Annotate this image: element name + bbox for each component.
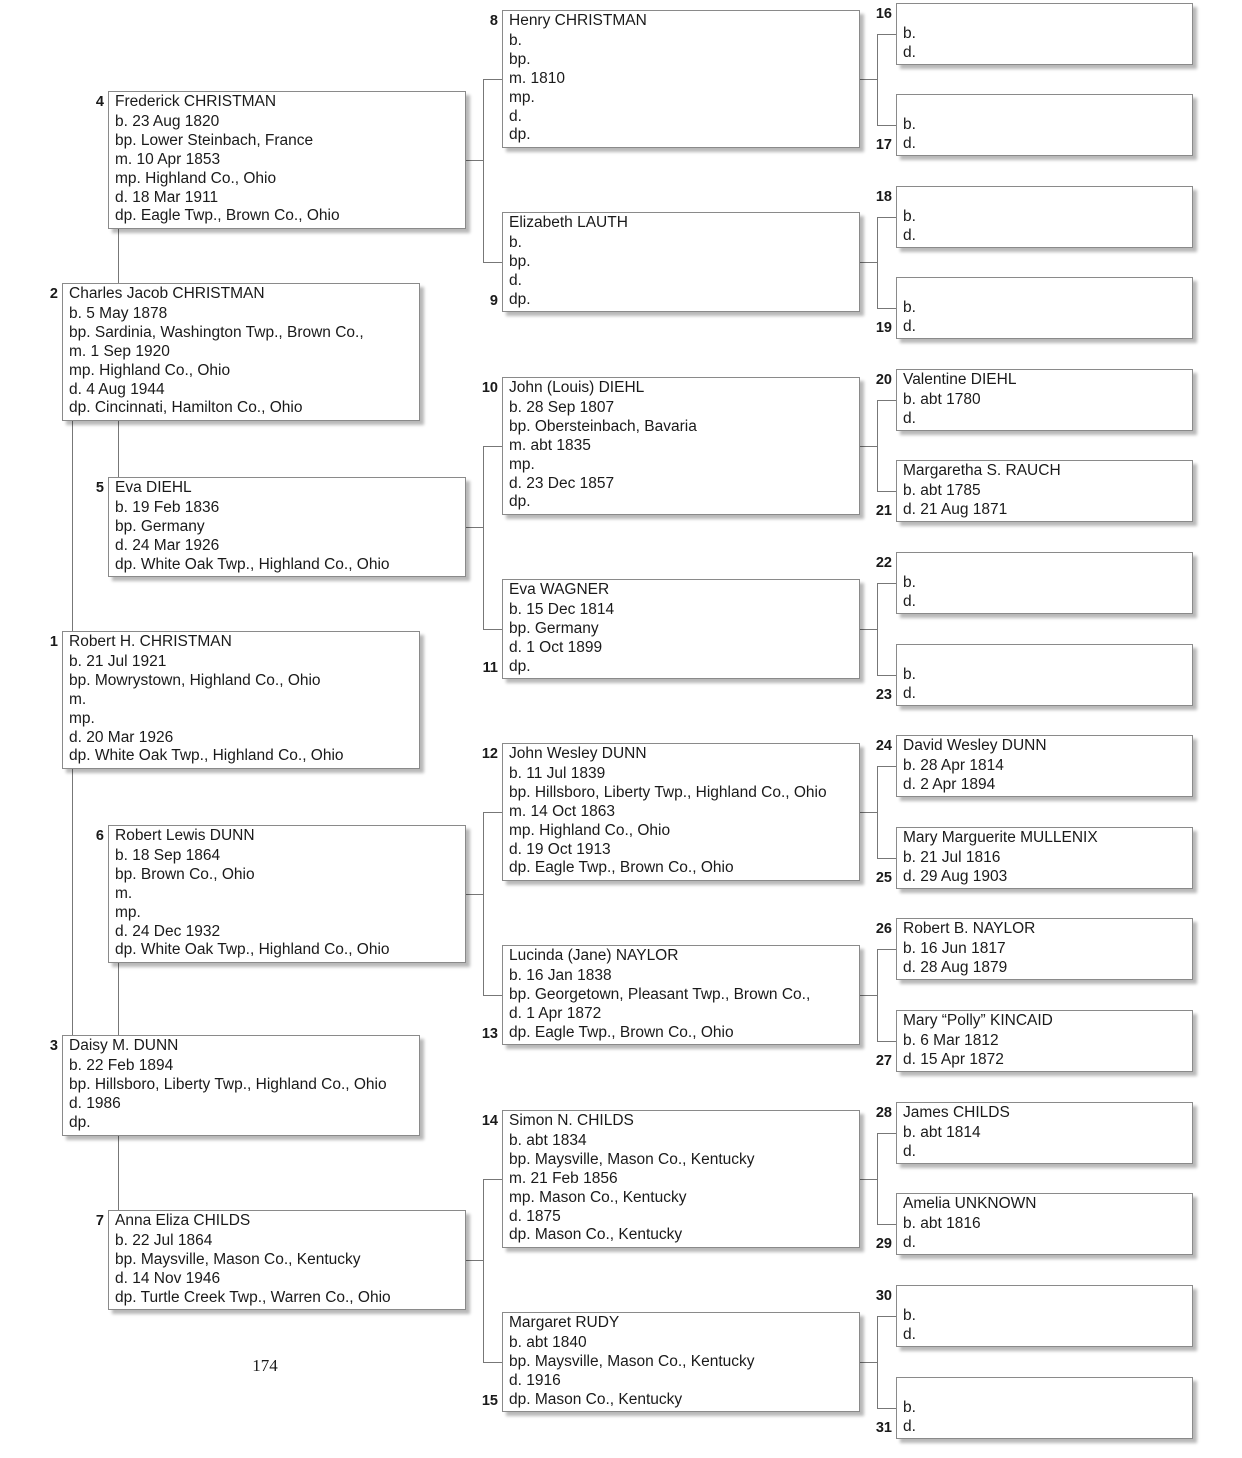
connector-10-21 bbox=[877, 491, 896, 492]
person-detail-line: d. bbox=[903, 226, 916, 244]
person-detail-line: mp. Highland Co., Ohio bbox=[509, 821, 671, 839]
connector-5-stub bbox=[466, 527, 484, 528]
person-detail-line: dp. bbox=[509, 126, 531, 144]
connector-9-spine bbox=[877, 217, 878, 308]
person-name: Margaretha S. RAUCH bbox=[903, 462, 1061, 479]
connector-7-14 bbox=[483, 1179, 502, 1180]
person-detail-line: b. bbox=[903, 666, 916, 683]
person-detail-line: d. bbox=[903, 1325, 916, 1343]
person-detail-line: b. 18 Sep 1864 bbox=[115, 847, 221, 864]
ahnentafel-number: 17 bbox=[875, 137, 892, 153]
person-detail-line: b. abt 1814 bbox=[903, 1124, 981, 1141]
ahnentafel-number: 8 bbox=[489, 13, 498, 29]
person-box-14 bbox=[502, 1110, 860, 1248]
person-detail-line: d. 24 Mar 1926 bbox=[115, 536, 220, 554]
person-box-23 bbox=[896, 644, 1193, 706]
person-box-7 bbox=[108, 1210, 466, 1310]
ahnentafel-number: 5 bbox=[95, 480, 104, 496]
ahnentafel-number: 4 bbox=[95, 94, 104, 110]
connector-9-19 bbox=[877, 308, 896, 309]
connector-15-spine bbox=[877, 1316, 878, 1408]
person-detail-line: b. abt 1816 bbox=[903, 1215, 981, 1232]
person-detail-line: m. 1810 bbox=[509, 69, 566, 87]
person-detail-line: mp. bbox=[115, 903, 141, 921]
person-box-3 bbox=[62, 1035, 420, 1136]
person-box-13 bbox=[502, 945, 860, 1045]
connector-15-stub bbox=[860, 1362, 878, 1363]
person-detail-line: b. abt 1785 bbox=[903, 482, 981, 499]
person-name: Robert H. CHRISTMAN bbox=[69, 633, 232, 650]
person-name: Simon N. CHILDS bbox=[509, 1112, 634, 1129]
person-detail-line: b. 5 May 1878 bbox=[69, 305, 168, 322]
person-detail-line: b. 28 Apr 1814 bbox=[903, 757, 1004, 774]
person-detail-line: d. 1 Apr 1872 bbox=[509, 1004, 602, 1022]
person-detail-line: m. bbox=[115, 884, 133, 902]
person-detail-line: d. bbox=[509, 107, 522, 125]
connector-11-stub bbox=[860, 629, 878, 630]
person-name: Mary Marguerite MULLENIX bbox=[903, 829, 1098, 846]
person-name: Frederick CHRISTMAN bbox=[115, 93, 277, 110]
person-box-16 bbox=[896, 3, 1193, 65]
person-detail-line: mp. Mason Co., Kentucky bbox=[509, 1188, 687, 1206]
connector-11-23 bbox=[877, 675, 896, 676]
connector-15-31 bbox=[877, 1408, 896, 1409]
person-box-25 bbox=[896, 827, 1193, 889]
person-box-30 bbox=[896, 1285, 1193, 1347]
person-name: Henry CHRISTMAN bbox=[509, 12, 647, 29]
connector-7-15 bbox=[483, 1362, 502, 1363]
person-detail-line: mp. bbox=[509, 88, 535, 106]
ahnentafel-number: 21 bbox=[875, 503, 892, 519]
person-detail-line: b. bbox=[903, 1307, 916, 1324]
connector-14-29 bbox=[877, 1224, 896, 1225]
person-detail-line: d. bbox=[903, 684, 916, 702]
person-detail-line: b. abt 1834 bbox=[509, 1132, 587, 1149]
person-name: John Wesley DUNN bbox=[509, 745, 647, 762]
person-detail-line: b. 6 Mar 1812 bbox=[903, 1032, 999, 1049]
person-detail-line: mp. Highland Co., Ohio bbox=[69, 361, 231, 379]
person-name: Elizabeth LAUTH bbox=[509, 214, 628, 231]
connector-9-18 bbox=[877, 217, 896, 218]
person-detail-line: bp. bbox=[509, 50, 531, 68]
person-detail-line: bp. Brown Co., Ohio bbox=[115, 865, 255, 883]
person-detail-line: dp. Eagle Twp., Brown Co., Ohio bbox=[509, 859, 734, 877]
person-detail-line: dp. Eagle Twp., Brown Co., Ohio bbox=[115, 207, 340, 225]
person-detail-line: b. 28 Sep 1807 bbox=[509, 399, 615, 416]
person-name: Robert Lewis DUNN bbox=[115, 827, 255, 844]
person-detail-line: bp. Germany bbox=[115, 517, 205, 535]
person-detail-line: b. abt 1840 bbox=[509, 1334, 587, 1351]
person-detail-line: dp. Mason Co., Kentucky bbox=[509, 1226, 683, 1244]
connector-12-stub bbox=[860, 812, 878, 813]
ahnentafel-number: 9 bbox=[489, 293, 498, 309]
person-detail-line: bp. Obersteinbach, Bavaria bbox=[509, 417, 697, 435]
person-detail-line: mp. bbox=[69, 709, 95, 727]
person-detail-line: d. 19 Oct 1913 bbox=[509, 840, 611, 858]
person-detail-line: dp. Turtle Creek Twp., Warren Co., Ohio bbox=[115, 1288, 391, 1306]
person-detail-line: dp. Eagle Twp., Brown Co., Ohio bbox=[509, 1023, 734, 1041]
person-detail-line: d. bbox=[903, 317, 916, 335]
person-detail-line: bp. Hillsboro, Liberty Twp., Highland Co., Ohio bbox=[69, 1075, 387, 1093]
person-name: Valentine DIEHL bbox=[903, 371, 1017, 388]
person-name: Amelia UNKNOWN bbox=[903, 1195, 1037, 1212]
person-detail-line: m. 10 Apr 1853 bbox=[115, 150, 221, 168]
ahnentafel-number: 19 bbox=[875, 320, 892, 336]
connector-13-26 bbox=[877, 949, 896, 950]
connector-11-spine bbox=[877, 583, 878, 675]
person-detail-line: bp. Maysville, Mason Co., Kentucky bbox=[509, 1150, 755, 1168]
connector-5-spine bbox=[483, 446, 484, 629]
ahnentafel-number: 14 bbox=[481, 1113, 498, 1129]
person-box-8 bbox=[502, 10, 860, 148]
person-box-20 bbox=[896, 369, 1193, 431]
person-name: Robert B. NAYLOR bbox=[903, 920, 1036, 937]
person-detail-line: b. 15 Dec 1814 bbox=[509, 601, 615, 618]
person-detail-line: bp. Maysville, Mason Co., Kentucky bbox=[115, 1250, 361, 1268]
person-detail-line: d. 2 Apr 1894 bbox=[903, 775, 996, 793]
person-detail-line: d. 20 Mar 1926 bbox=[69, 728, 174, 746]
person-detail-line: b. bbox=[903, 299, 916, 316]
person-detail-line: m. 21 Feb 1856 bbox=[509, 1169, 618, 1187]
person-box-10 bbox=[502, 377, 860, 515]
person-detail-line: d. 14 Nov 1946 bbox=[115, 1269, 221, 1287]
person-detail-line: d. bbox=[903, 1417, 916, 1435]
connector-8-16 bbox=[877, 34, 896, 35]
person-detail-line: b. bbox=[509, 32, 522, 49]
person-detail-line: b. 22 Jul 1864 bbox=[115, 1232, 213, 1249]
ahnentafel-number: 23 bbox=[875, 687, 892, 703]
ahnentafel-number: 10 bbox=[481, 380, 498, 396]
person-detail-line: d. 1 Oct 1899 bbox=[509, 638, 603, 656]
person-detail-line: dp. White Oak Twp., Highland Co., Ohio bbox=[115, 941, 390, 959]
connector-14-stub bbox=[860, 1179, 878, 1180]
person-detail-line: m. bbox=[69, 690, 87, 708]
person-detail-line: m. 14 Oct 1863 bbox=[509, 802, 615, 820]
person-detail-line: bp. Georgetown, Pleasant Twp., Brown Co., bbox=[509, 985, 811, 1003]
ahnentafel-number: 2 bbox=[49, 286, 58, 302]
ahnentafel-number: 28 bbox=[875, 1105, 892, 1121]
person-detail-line: b. abt 1780 bbox=[903, 391, 981, 408]
person-detail-line: m. 1 Sep 1920 bbox=[69, 342, 170, 360]
person-detail-line: b. bbox=[903, 1399, 916, 1416]
connector-12-24 bbox=[877, 766, 896, 767]
person-detail-line: d. 1916 bbox=[509, 1371, 561, 1389]
ahnentafel-number: 27 bbox=[875, 1053, 892, 1069]
connector-12-spine bbox=[877, 766, 878, 858]
person-detail-line: d. 18 Mar 1911 bbox=[115, 188, 219, 206]
ahnentafel-number: 31 bbox=[875, 1420, 892, 1436]
person-detail-line: dp. bbox=[509, 657, 531, 675]
connector-14-28 bbox=[877, 1133, 896, 1134]
person-detail-line: bp. Mowrystown, Highland Co., Ohio bbox=[69, 671, 321, 689]
person-detail-line: d. 4 Aug 1944 bbox=[69, 380, 165, 398]
person-detail-line: bp. bbox=[509, 252, 531, 270]
ahnentafel-number: 6 bbox=[95, 828, 104, 844]
person-box-1 bbox=[62, 631, 420, 769]
person-detail-line: dp. White Oak Twp., Highland Co., Ohio bbox=[115, 555, 390, 573]
person-detail-line: d. 1986 bbox=[69, 1094, 121, 1112]
person-box-12 bbox=[502, 743, 860, 881]
person-detail-line: b. 23 Aug 1820 bbox=[115, 113, 220, 130]
person-detail-line: b. bbox=[903, 574, 916, 591]
ahnentafel-number: 3 bbox=[49, 1038, 58, 1054]
connector-9-stub bbox=[860, 262, 878, 263]
connector-13-27 bbox=[877, 1041, 896, 1042]
connector-14-spine bbox=[877, 1133, 878, 1224]
connector-13-stub bbox=[860, 995, 878, 996]
ahnentafel-number: 16 bbox=[875, 6, 892, 22]
person-detail-line: b. bbox=[509, 234, 522, 251]
person-detail-line: d. 28 Aug 1879 bbox=[903, 958, 1008, 976]
connector-7-spine bbox=[483, 1179, 484, 1362]
person-detail-line: bp. Maysville, Mason Co., Kentucky bbox=[509, 1352, 755, 1370]
person-box-27 bbox=[896, 1010, 1193, 1072]
person-box-4 bbox=[108, 91, 466, 229]
person-box-5 bbox=[108, 477, 466, 577]
person-detail-line: d. bbox=[509, 271, 522, 289]
person-name: David Wesley DUNN bbox=[903, 737, 1047, 754]
connector-5-10 bbox=[483, 446, 502, 447]
ahnentafel-number: 11 bbox=[482, 660, 498, 676]
connector-8-stub bbox=[860, 79, 878, 80]
person-name: Charles Jacob CHRISTMAN bbox=[69, 285, 265, 302]
ahnentafel-number: 29 bbox=[875, 1236, 892, 1252]
person-box-31 bbox=[896, 1377, 1193, 1439]
person-name: Anna Eliza CHILDS bbox=[115, 1212, 251, 1229]
person-box-24 bbox=[896, 735, 1193, 797]
connector-2-5 bbox=[118, 421, 119, 477]
connector-2-4 bbox=[118, 229, 119, 283]
person-detail-line: dp. bbox=[69, 1113, 91, 1131]
connector-4-9 bbox=[483, 262, 502, 263]
person-name: John (Louis) DIEHL bbox=[509, 379, 645, 396]
person-detail-line: d. 24 Dec 1932 bbox=[115, 922, 221, 940]
ahnentafel-number: 24 bbox=[875, 738, 892, 754]
page-number: 174 bbox=[252, 1356, 278, 1375]
ahnentafel-number: 26 bbox=[875, 921, 892, 937]
person-detail-line: dp. bbox=[509, 493, 531, 511]
person-box-6 bbox=[108, 825, 466, 963]
ahnentafel-number: 30 bbox=[875, 1288, 892, 1304]
person-name: Daisy M. DUNN bbox=[69, 1037, 179, 1054]
person-detail-line: dp. bbox=[509, 290, 531, 308]
connector-3-6 bbox=[118, 963, 119, 1035]
person-name: Eva WAGNER bbox=[509, 581, 610, 598]
connector-8-17 bbox=[877, 125, 896, 126]
person-detail-line: bp. Sardinia, Washington Twp., Brown Co., bbox=[69, 323, 364, 341]
person-detail-line: dp. White Oak Twp., Highland Co., Ohio bbox=[69, 747, 344, 765]
connector-4-8 bbox=[483, 79, 502, 80]
person-detail-line: d. bbox=[903, 134, 916, 152]
ahnentafel-number: 1 bbox=[49, 634, 58, 650]
person-box-22 bbox=[896, 552, 1193, 614]
person-detail-line: d. bbox=[903, 1142, 916, 1160]
person-name: James CHILDS bbox=[903, 1104, 1010, 1121]
connector-5-11 bbox=[483, 629, 502, 630]
connector-11-22 bbox=[877, 583, 896, 584]
connector-10-20 bbox=[877, 400, 896, 401]
person-detail-line: m. abt 1835 bbox=[509, 436, 591, 454]
person-detail-line: d. 1875 bbox=[509, 1207, 561, 1225]
person-detail-line: bp. Germany bbox=[509, 619, 599, 637]
ahnentafel-number: 15 bbox=[481, 1393, 498, 1409]
person-detail-line: d. bbox=[903, 43, 916, 61]
person-detail-line: d. bbox=[903, 592, 916, 610]
connector-6-12 bbox=[483, 812, 502, 813]
person-box-18 bbox=[896, 186, 1193, 248]
ahnentafel-number: 22 bbox=[875, 555, 892, 571]
person-box-29 bbox=[896, 1193, 1193, 1255]
person-detail-line: b. bbox=[903, 208, 916, 225]
connector-3-7 bbox=[118, 1136, 119, 1210]
person-detail-line: b. bbox=[903, 116, 916, 133]
person-detail-line: d. 29 Aug 1903 bbox=[903, 867, 1008, 885]
person-detail-line: mp. Highland Co., Ohio bbox=[115, 169, 277, 187]
person-detail-line: bp. Hillsboro, Liberty Twp., Highland Co., Ohio bbox=[509, 783, 827, 801]
person-name: Margaret RUDY bbox=[509, 1314, 620, 1331]
person-box-21 bbox=[896, 460, 1193, 522]
person-box-15 bbox=[502, 1312, 860, 1412]
person-detail-line: b. bbox=[903, 25, 916, 42]
ahnentafel-number: 18 bbox=[875, 189, 892, 205]
ahnentafel-number: 13 bbox=[481, 1026, 498, 1042]
person-detail-line: dp. Mason Co., Kentucky bbox=[509, 1390, 683, 1408]
person-detail-line: b. 19 Feb 1836 bbox=[115, 499, 220, 516]
person-box-26 bbox=[896, 918, 1193, 980]
person-box-2 bbox=[62, 283, 420, 421]
person-detail-line: b. 22 Feb 1894 bbox=[69, 1057, 174, 1074]
connector-12-25 bbox=[877, 858, 896, 859]
connector-15-30 bbox=[877, 1316, 896, 1317]
ahnentafel-number: 7 bbox=[95, 1213, 104, 1229]
person-name: Mary “Polly” KINCAID bbox=[903, 1012, 1053, 1029]
person-box-19 bbox=[896, 277, 1193, 339]
person-detail-line: b. 16 Jan 1838 bbox=[509, 967, 612, 984]
connector-6-stub bbox=[466, 894, 484, 895]
person-name: Eva DIEHL bbox=[115, 479, 192, 496]
person-detail-line: b. 16 Jun 1817 bbox=[903, 940, 1006, 957]
person-detail-line: dp. Cincinnati, Hamilton Co., Ohio bbox=[69, 399, 303, 417]
ahnentafel-number: 20 bbox=[875, 372, 892, 388]
person-detail-line: d. bbox=[903, 409, 916, 427]
person-box-28 bbox=[896, 1102, 1193, 1164]
connector-10-spine bbox=[877, 400, 878, 491]
connector-13-spine bbox=[877, 949, 878, 1041]
person-detail-line: d. 23 Dec 1857 bbox=[509, 474, 615, 492]
connector-8-spine bbox=[877, 34, 878, 125]
person-detail-line: d. bbox=[903, 1233, 916, 1251]
person-detail-line: d. 15 Apr 1872 bbox=[903, 1050, 1004, 1068]
connector-4-stub bbox=[466, 160, 484, 161]
person-box-9 bbox=[502, 212, 860, 312]
connector-6-spine bbox=[483, 812, 484, 995]
connector-7-stub bbox=[466, 1260, 484, 1261]
person-box-17 bbox=[896, 94, 1193, 156]
person-detail-line: b. 21 Jul 1921 bbox=[69, 653, 167, 670]
connector-10-stub bbox=[860, 446, 878, 447]
person-detail-line: b. 21 Jul 1816 bbox=[903, 849, 1001, 866]
connector-6-13 bbox=[483, 995, 502, 996]
connector-4-spine bbox=[483, 79, 484, 262]
person-detail-line: mp. bbox=[509, 455, 535, 473]
person-detail-line: bp. Lower Steinbach, France bbox=[115, 131, 314, 149]
person-detail-line: b. 11 Jul 1839 bbox=[509, 765, 606, 782]
person-name: Lucinda (Jane) NAYLOR bbox=[509, 947, 679, 964]
ahnentafel-number: 12 bbox=[481, 746, 498, 762]
person-box-11 bbox=[502, 579, 860, 679]
ahnentafel-number: 25 bbox=[875, 870, 892, 886]
person-detail-line: d. 21 Aug 1871 bbox=[903, 500, 1008, 518]
